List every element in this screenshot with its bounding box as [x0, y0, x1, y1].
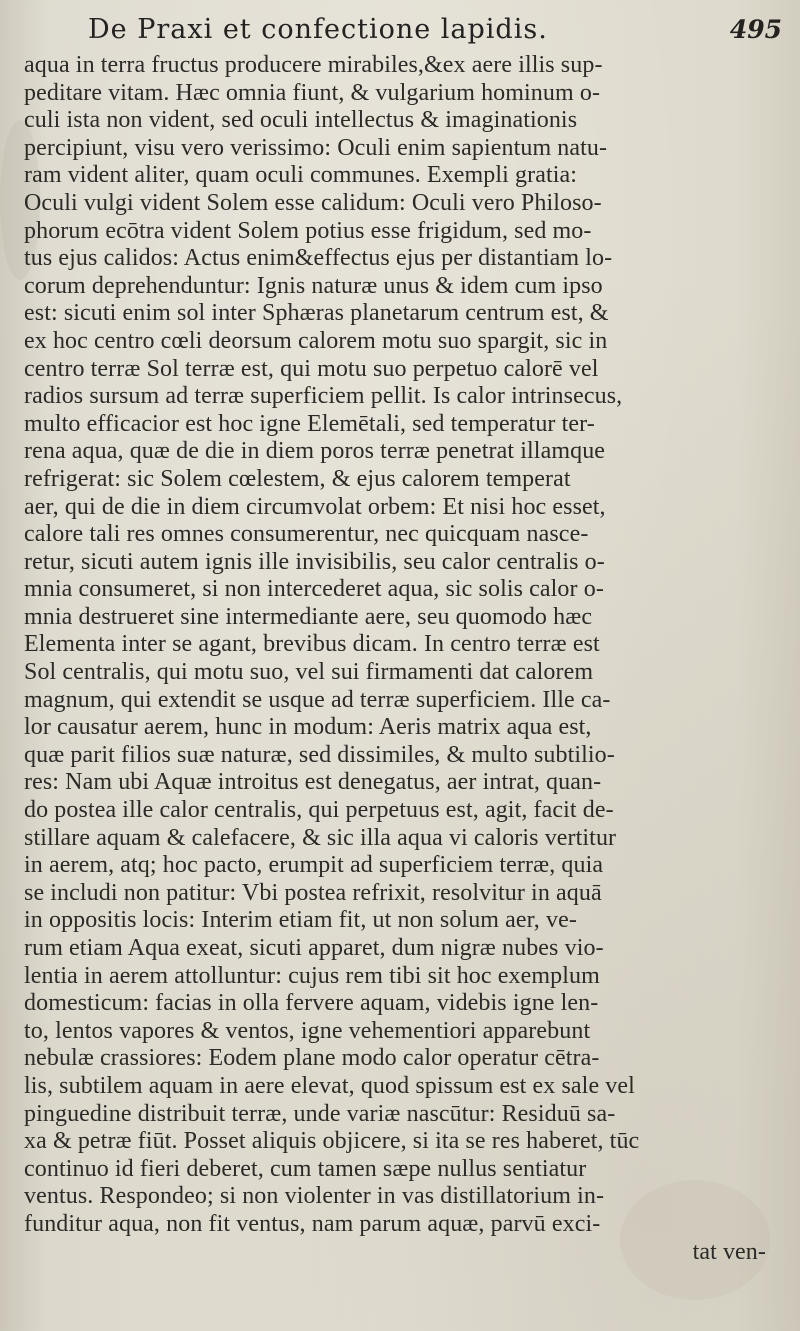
text-line: in oppositis locis: Interim etiam fit, ut non solum aer, ve-: [24, 907, 577, 934]
text-line: rena aqua, quæ de die in diem poros terræ penetrat illamque: [24, 438, 606, 465]
text-line: lor causatur aerem, hunc in modum: Aeris matrix aqua est,: [24, 714, 592, 741]
text-line: pinguedine distribuit terræ, unde variæ nascūtur: Residuū sa-: [24, 1100, 616, 1127]
text-line: calore tali res omnes consumerentur, nec quicquam nasce-: [24, 521, 589, 548]
text-line: multo efficacior est hoc igne Elemētali, sed temperatur ter-: [24, 410, 595, 437]
text-line: lentia in aerem attolluntur: cujus rem tibi sit hoc exemplum: [24, 962, 600, 989]
text-line: retur, sicuti autem ignis ille invisibilis, seu calor centralis o-: [24, 548, 605, 575]
page-header: [88, 14, 782, 50]
text-line: phorum ecōtra vident Solem potius esse frigidum, sed mo-: [24, 217, 592, 244]
text-line: radios sursum ad terræ superficiem pellit. Is calor intrinsecus,: [24, 383, 623, 410]
text-line: mnia destrueret sine intermediante aere, seu quomodo hæc: [24, 603, 593, 630]
text-line: ex hoc centro cœli deorsum calorem motu suo spargit, sic in: [24, 327, 608, 354]
text-line: magnum, qui extendit se usque ad terræ superficiem. Ille ca-: [24, 686, 611, 713]
text-line: ram vident aliter, quam oculi communes. Exempli gratia:: [24, 162, 578, 189]
body-text: [24, 52, 800, 1266]
text-line: ventus. Respondeo; si non violenter in vas distillatorium in-: [24, 1183, 605, 1210]
text-line: stillare aquam & calefacere, & sic illa aqua vi caloris vertitur: [24, 824, 617, 851]
text-line: refrigerat: sic Solem cœlestem, & ejus calorem temperat: [24, 465, 571, 492]
text-line: tus ejus calidos: Actus enim&effectus ejus per distantiam lo-: [24, 245, 613, 272]
text-line: corum deprehenduntur: Ignis naturæ unus & idem cum ipso: [24, 272, 603, 299]
text-line: do postea ille calor centralis, qui perpetuus est, agit, facit de-: [24, 797, 614, 824]
text-line: rum etiam Aqua exeat, sicuti apparet, dum nigræ nubes vio-: [24, 935, 604, 961]
text-line: peditare vitam. Hæc omnia fiunt, & vulgarium hominum o-: [24, 79, 601, 106]
text-line: culi ista non vident, sed oculi intellectus & imaginationis: [24, 107, 578, 134]
text-line: Sol centralis, qui motu suo, vel sui firmamenti dat calorem: [24, 659, 594, 686]
text-line: centro terræ Sol terræ est, qui motu suo perpetuo calorē vel: [24, 355, 599, 382]
text-line: aqua in terra fructus producere mirabiles,&ex aere illis sup-: [24, 52, 603, 78]
running-title: De Praxi et confectione lapidis.: [88, 14, 548, 45]
text-line: Elementa inter se agant, brevibus dicam. In centro terræ est: [24, 631, 600, 658]
text-line: quæ parit filios suæ naturæ, sed dissimiles, & multo subtilio-: [24, 741, 615, 768]
text-line: to, lentos vapores & ventos, igne vehementiori apparebunt: [24, 1017, 591, 1044]
text-line: xa & petræ fiūt. Posset aliquis objicere, si ita se res haberet, tūc: [24, 1128, 640, 1155]
text-line: nebulæ crassiores: Eodem plane modo calor operatur cētra-: [24, 1045, 600, 1072]
page-number: 495: [729, 15, 782, 44]
text-line: percipiunt, visu vero verissimo: Oculi enim sapientum natu-: [24, 134, 608, 161]
text-line: in aerem, atq; hoc pacto, erumpit ad superficiem terræ, quia: [24, 852, 604, 879]
text-line: domesticum: facias in olla fervere aquam, videbis igne len-: [24, 990, 599, 1017]
text-line: mnia consumeret, si non intercederet aqua, sic solis calor o-: [24, 576, 604, 603]
text-line: se includi non patitur: Vbi postea refrixit, resolvitur in aquā: [24, 879, 602, 906]
text-line: lis, subtilem aquam in aere elevat, quod spissum est ex sale vel: [24, 1072, 635, 1099]
catchword: tat ven-: [692, 1238, 766, 1265]
text-line: est: sicuti enim sol inter Sphæras planetarum centrum est, &: [24, 300, 609, 327]
text-line: aer, qui de die in diem circumvolat orbem: Et nisi hoc esset,: [24, 493, 606, 520]
text-line: funditur aqua, non fit ventus, nam parum aquæ, parvū exci-: [24, 1210, 601, 1237]
text-line: continuo id fieri deberet, cum tamen sæpe nullus sentiatur: [24, 1155, 587, 1182]
text-line: res: Nam ubi Aquæ introitus est denegatus, aer intrat, quan-: [24, 769, 602, 796]
text-line: Oculi vulgi vident Solem esse calidum: Oculi vero Philoso-: [24, 189, 602, 216]
